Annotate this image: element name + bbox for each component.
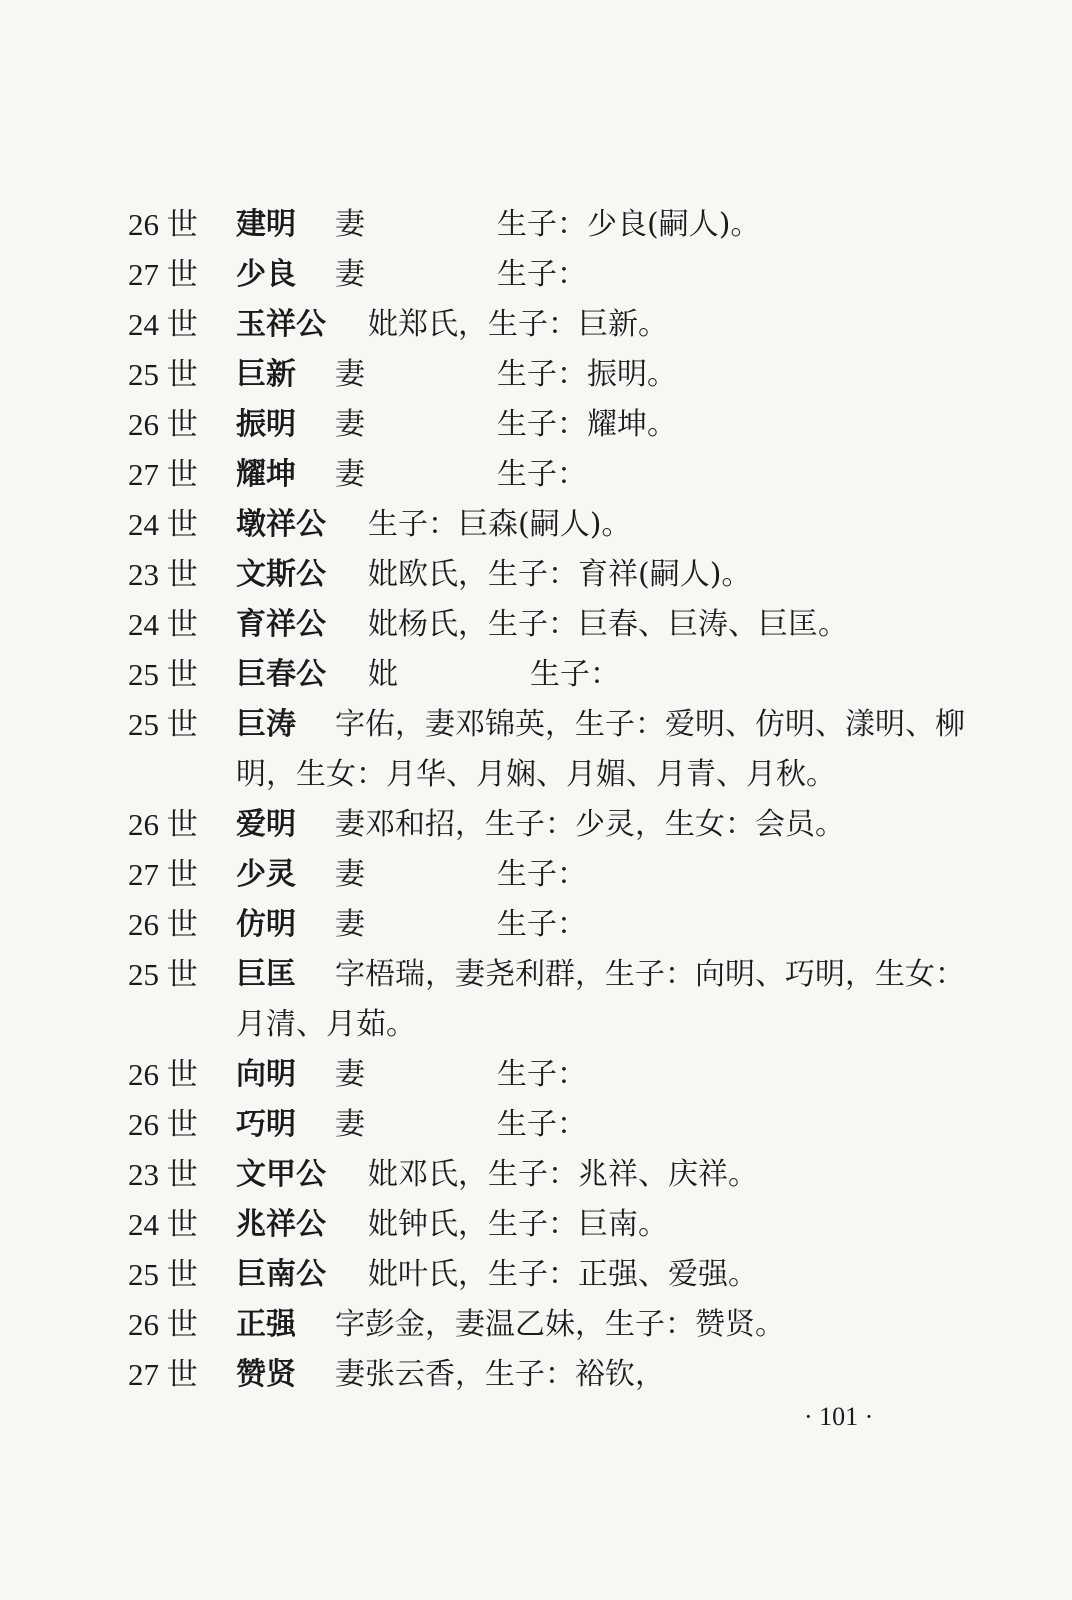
children-text: 生子：耀坤。: [497, 407, 677, 442]
generation-label: 25 世: [128, 1257, 198, 1292]
generation-label: 26 世: [128, 1057, 198, 1092]
person-name: 育祥公: [236, 607, 326, 642]
person-description: [335, 850, 587, 900]
person-description: [335, 250, 587, 300]
genealogy-entry: [128, 550, 968, 600]
person-description-line2: 明，生女：月华、月娴、月媚、月青、月秋。: [236, 757, 836, 792]
person-name: 墩祥公: [236, 507, 326, 542]
person-description: 妣邓氏，生子：兆祥、庆祥。: [368, 1157, 758, 1192]
genealogy-entry: [128, 850, 968, 900]
generation-label: 25 世: [128, 707, 198, 742]
children-text: 生子：: [497, 1057, 587, 1092]
person-name: 赞贤: [236, 1357, 296, 1392]
person-description: [335, 400, 677, 450]
person-name: 巨匡: [236, 957, 296, 992]
person-name: 建明: [236, 207, 296, 242]
person-description: 妻邓和招，生子：少灵，生女：会员。: [335, 807, 845, 842]
genealogy-entry: [128, 1050, 968, 1100]
children-text: 生子：: [530, 657, 620, 692]
genealogy-entry: [128, 900, 968, 950]
genealogy-entry: [128, 1350, 968, 1400]
spouse-label: 妻: [335, 207, 365, 242]
children-text: 生子：少良(嗣人)。: [497, 207, 761, 242]
generation-label: 24 世: [128, 507, 198, 542]
genealogy-entry: [128, 800, 968, 850]
children-text: 生子：: [497, 1107, 587, 1142]
generation-label: 23 世: [128, 557, 198, 592]
person-description: [335, 1100, 587, 1150]
genealogy-entry: [128, 950, 968, 1050]
person-name: 巨南公: [236, 1257, 326, 1292]
person-name: 耀坤: [236, 457, 296, 492]
children-text: 生子：: [497, 907, 587, 942]
person-description-line2: 月清、月茹。: [236, 1007, 416, 1042]
genealogy-entry: [128, 1250, 968, 1300]
children-text: 生子：振明。: [497, 357, 677, 392]
person-name: 向明: [236, 1057, 296, 1092]
person-description: 妣叶氏，生子：正强、爱强。: [368, 1257, 758, 1292]
children-text: 生子：: [497, 857, 587, 892]
person-name: 振明: [236, 407, 296, 442]
spouse-label: 妻: [335, 457, 365, 492]
generation-label: 24 世: [128, 1207, 198, 1242]
generation-label: 26 世: [128, 1107, 198, 1142]
person-description: 妣郑氏，生子：巨新。: [368, 307, 668, 342]
person-name: 巨涛: [236, 707, 296, 742]
generation-label: 25 世: [128, 957, 198, 992]
person-name: 爱明: [236, 807, 296, 842]
person-description-line1: 字梧瑞，妻尧利群，生子：向明、巧明，生女：: [335, 957, 965, 992]
person-name: 少灵: [236, 857, 296, 892]
generation-label: 27 世: [128, 257, 198, 292]
spouse-label: 妻: [335, 1107, 365, 1142]
genealogy-entry: [128, 400, 968, 450]
person-name: 巧明: [236, 1107, 296, 1142]
person-description: 妣钟氏，生子：巨南。: [368, 1207, 668, 1242]
person-description: 生子：巨森(嗣人)。: [368, 507, 632, 542]
person-description: [335, 350, 677, 400]
person-name: 正强: [236, 1307, 296, 1342]
person-description: 妣杨氏，生子：巨春、巨涛、巨匡。: [368, 607, 848, 642]
generation-label: 26 世: [128, 1307, 198, 1342]
page-number: · 101 ·: [804, 1402, 874, 1431]
generation-label: 27 世: [128, 457, 198, 492]
generation-label: 25 世: [128, 657, 198, 692]
person-description: 字彭金，妻温乙妹，生子：赞贤。: [335, 1307, 785, 1342]
genealogy-entry: [128, 1100, 968, 1150]
generation-label: 27 世: [128, 1357, 198, 1392]
genealogy-entry: [128, 700, 968, 800]
genealogy-entry: [128, 650, 968, 700]
person-description: [335, 200, 760, 250]
person-name: 仿明: [236, 907, 296, 942]
generation-label: 24 世: [128, 307, 198, 342]
generation-label: 26 世: [128, 907, 198, 942]
genealogy-entry: [128, 1300, 968, 1350]
spouse-label: 妣: [368, 657, 398, 692]
genealogy-entry: [128, 600, 968, 650]
person-description: 妻张云香，生子：裕钦，: [335, 1357, 665, 1392]
spouse-label: 妻: [335, 407, 365, 442]
generation-label: 26 世: [128, 207, 198, 242]
person-name: 兆祥公: [236, 1207, 326, 1242]
genealogy-entry: [128, 300, 968, 350]
generation-label: 26 世: [128, 407, 198, 442]
person-description: [335, 450, 587, 500]
person-name: 巨新: [236, 357, 296, 392]
genealogy-list: [128, 200, 968, 1400]
person-name: 文甲公: [236, 1157, 326, 1192]
genealogy-entry: [128, 1150, 968, 1200]
children-text: 生子：: [497, 457, 587, 492]
spouse-label: 妻: [335, 257, 365, 292]
generation-label: 23 世: [128, 1157, 198, 1192]
person-description-line1: 字佑，妻邓锦英，生子：爱明、仿明、漾明、柳: [335, 707, 965, 742]
genealogy-entry: [128, 450, 968, 500]
person-name: 玉祥公: [236, 307, 326, 342]
spouse-label: 妻: [335, 357, 365, 392]
person-description: [335, 1050, 587, 1100]
children-text: 生子：: [497, 257, 587, 292]
genealogy-entry: [128, 350, 968, 400]
genealogy-entry: [128, 250, 968, 300]
person-name: 文斯公: [236, 557, 326, 592]
person-name: 少良: [236, 257, 296, 292]
person-name: 巨春公: [236, 657, 326, 692]
generation-label: 25 世: [128, 357, 198, 392]
genealogy-entry: [128, 500, 968, 550]
generation-label: 27 世: [128, 857, 198, 892]
person-description: [335, 900, 587, 950]
generation-label: 24 世: [128, 607, 198, 642]
spouse-label: 妻: [335, 857, 365, 892]
person-description: 妣欧氏，生子：育祥(嗣人)。: [368, 557, 752, 592]
generation-label: 26 世: [128, 807, 198, 842]
person-description: [368, 650, 620, 700]
genealogy-entry: [128, 200, 968, 250]
genealogy-entry: [128, 1200, 968, 1250]
spouse-label: 妻: [335, 907, 365, 942]
spouse-label: 妻: [335, 1057, 365, 1092]
